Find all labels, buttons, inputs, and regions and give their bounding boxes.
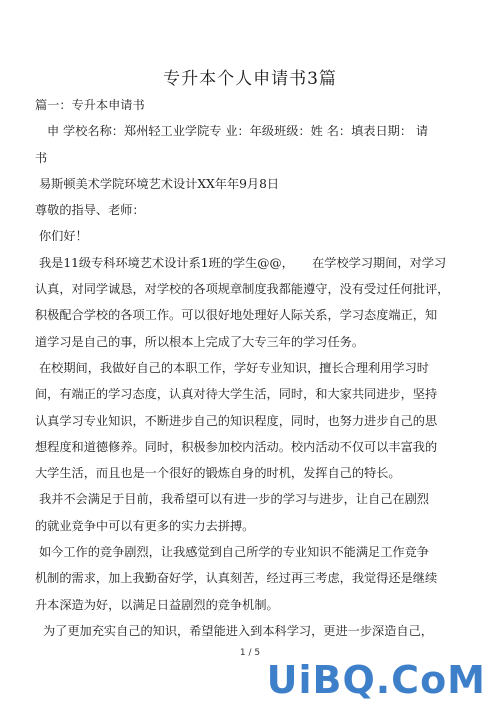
section-heading: 篇一：专升本申请书 [35,98,145,112]
paragraph-line: 大学生活，而且也是一个很好的锻炼自身的时机，发挥自己的特长。 [35,466,401,481]
document-title: 专升本个人申请书3篇 [163,69,337,89]
document-body [35,92,455,644]
paragraph-line: 我并不会满足于目前，我希望可以有进一步的学习与进步，让自己在剧烈 [39,492,429,507]
paragraph-line: 如今工作的竞争剧烈，让我感觉到自己所学的专业知识不能满足工作竞争 [39,545,429,560]
text-line: 书 [35,150,48,165]
paragraph-line: 在校期间，我做好自己的本职工作，学好专业知识，擅长合理利用学习时 [39,360,429,375]
paragraph-line: 我是11级专科环境艺术设计系1班的学生@@， 在学校学习期间，对学习 [39,255,447,270]
paragraph-line: 间，有端正的学习态度，认真对待大学生活，同时，和大家共同进步，坚持 [35,387,438,402]
paragraph-line: 道学习是自己的事，所以根本上完成了大专三年的学习任务。 [35,334,365,349]
form-fields-line: 申 学校名称：郑州轻工业学院专 业：年级班级：姓 名：填表日期： 请 [47,124,429,139]
site-watermark: UiBQ.CoM [266,658,486,702]
paragraph-line: 机制的需求，加上我勤奋好学，认真刻苦，经过再三考虑，我觉得还是继续 [35,571,438,586]
paragraph-line: 的就业竞争中可以有更多的实力去拼搏。 [35,518,255,533]
paragraph-line: 认真学习专业知识，不断进步自己的知识程度，同时，也努力进步自己的思 [35,413,438,428]
salutation: 尊敬的指导、老师： [35,203,145,218]
paragraph-line: 积极配合学校的各项工作。可以很好地处理好人际关系，学习态度端正，知 [35,308,438,323]
paragraph-line: 升本深造为好，以满足日益剧烈的竞争机制。 [35,597,279,612]
greeting: 你们好！ [39,229,88,244]
paragraph-line: 想程度和道德修养。同时，积极参加校内活动。校内活动不仅可以丰富我的 [35,439,438,454]
page-indicator: 1 / 5 [239,648,261,658]
paragraph-line: 为了更加充实自己的知识，希望能进入到本科学习，更进一步深造自己， [43,623,433,638]
paragraph-line: 认真，对同学诚恳，对学校的各项规章制度我都能遵守，没有受过任何批评， [35,282,450,297]
text-line: 易斯顿美术学院环境艺术设计XX年年9月8日 [39,176,280,191]
